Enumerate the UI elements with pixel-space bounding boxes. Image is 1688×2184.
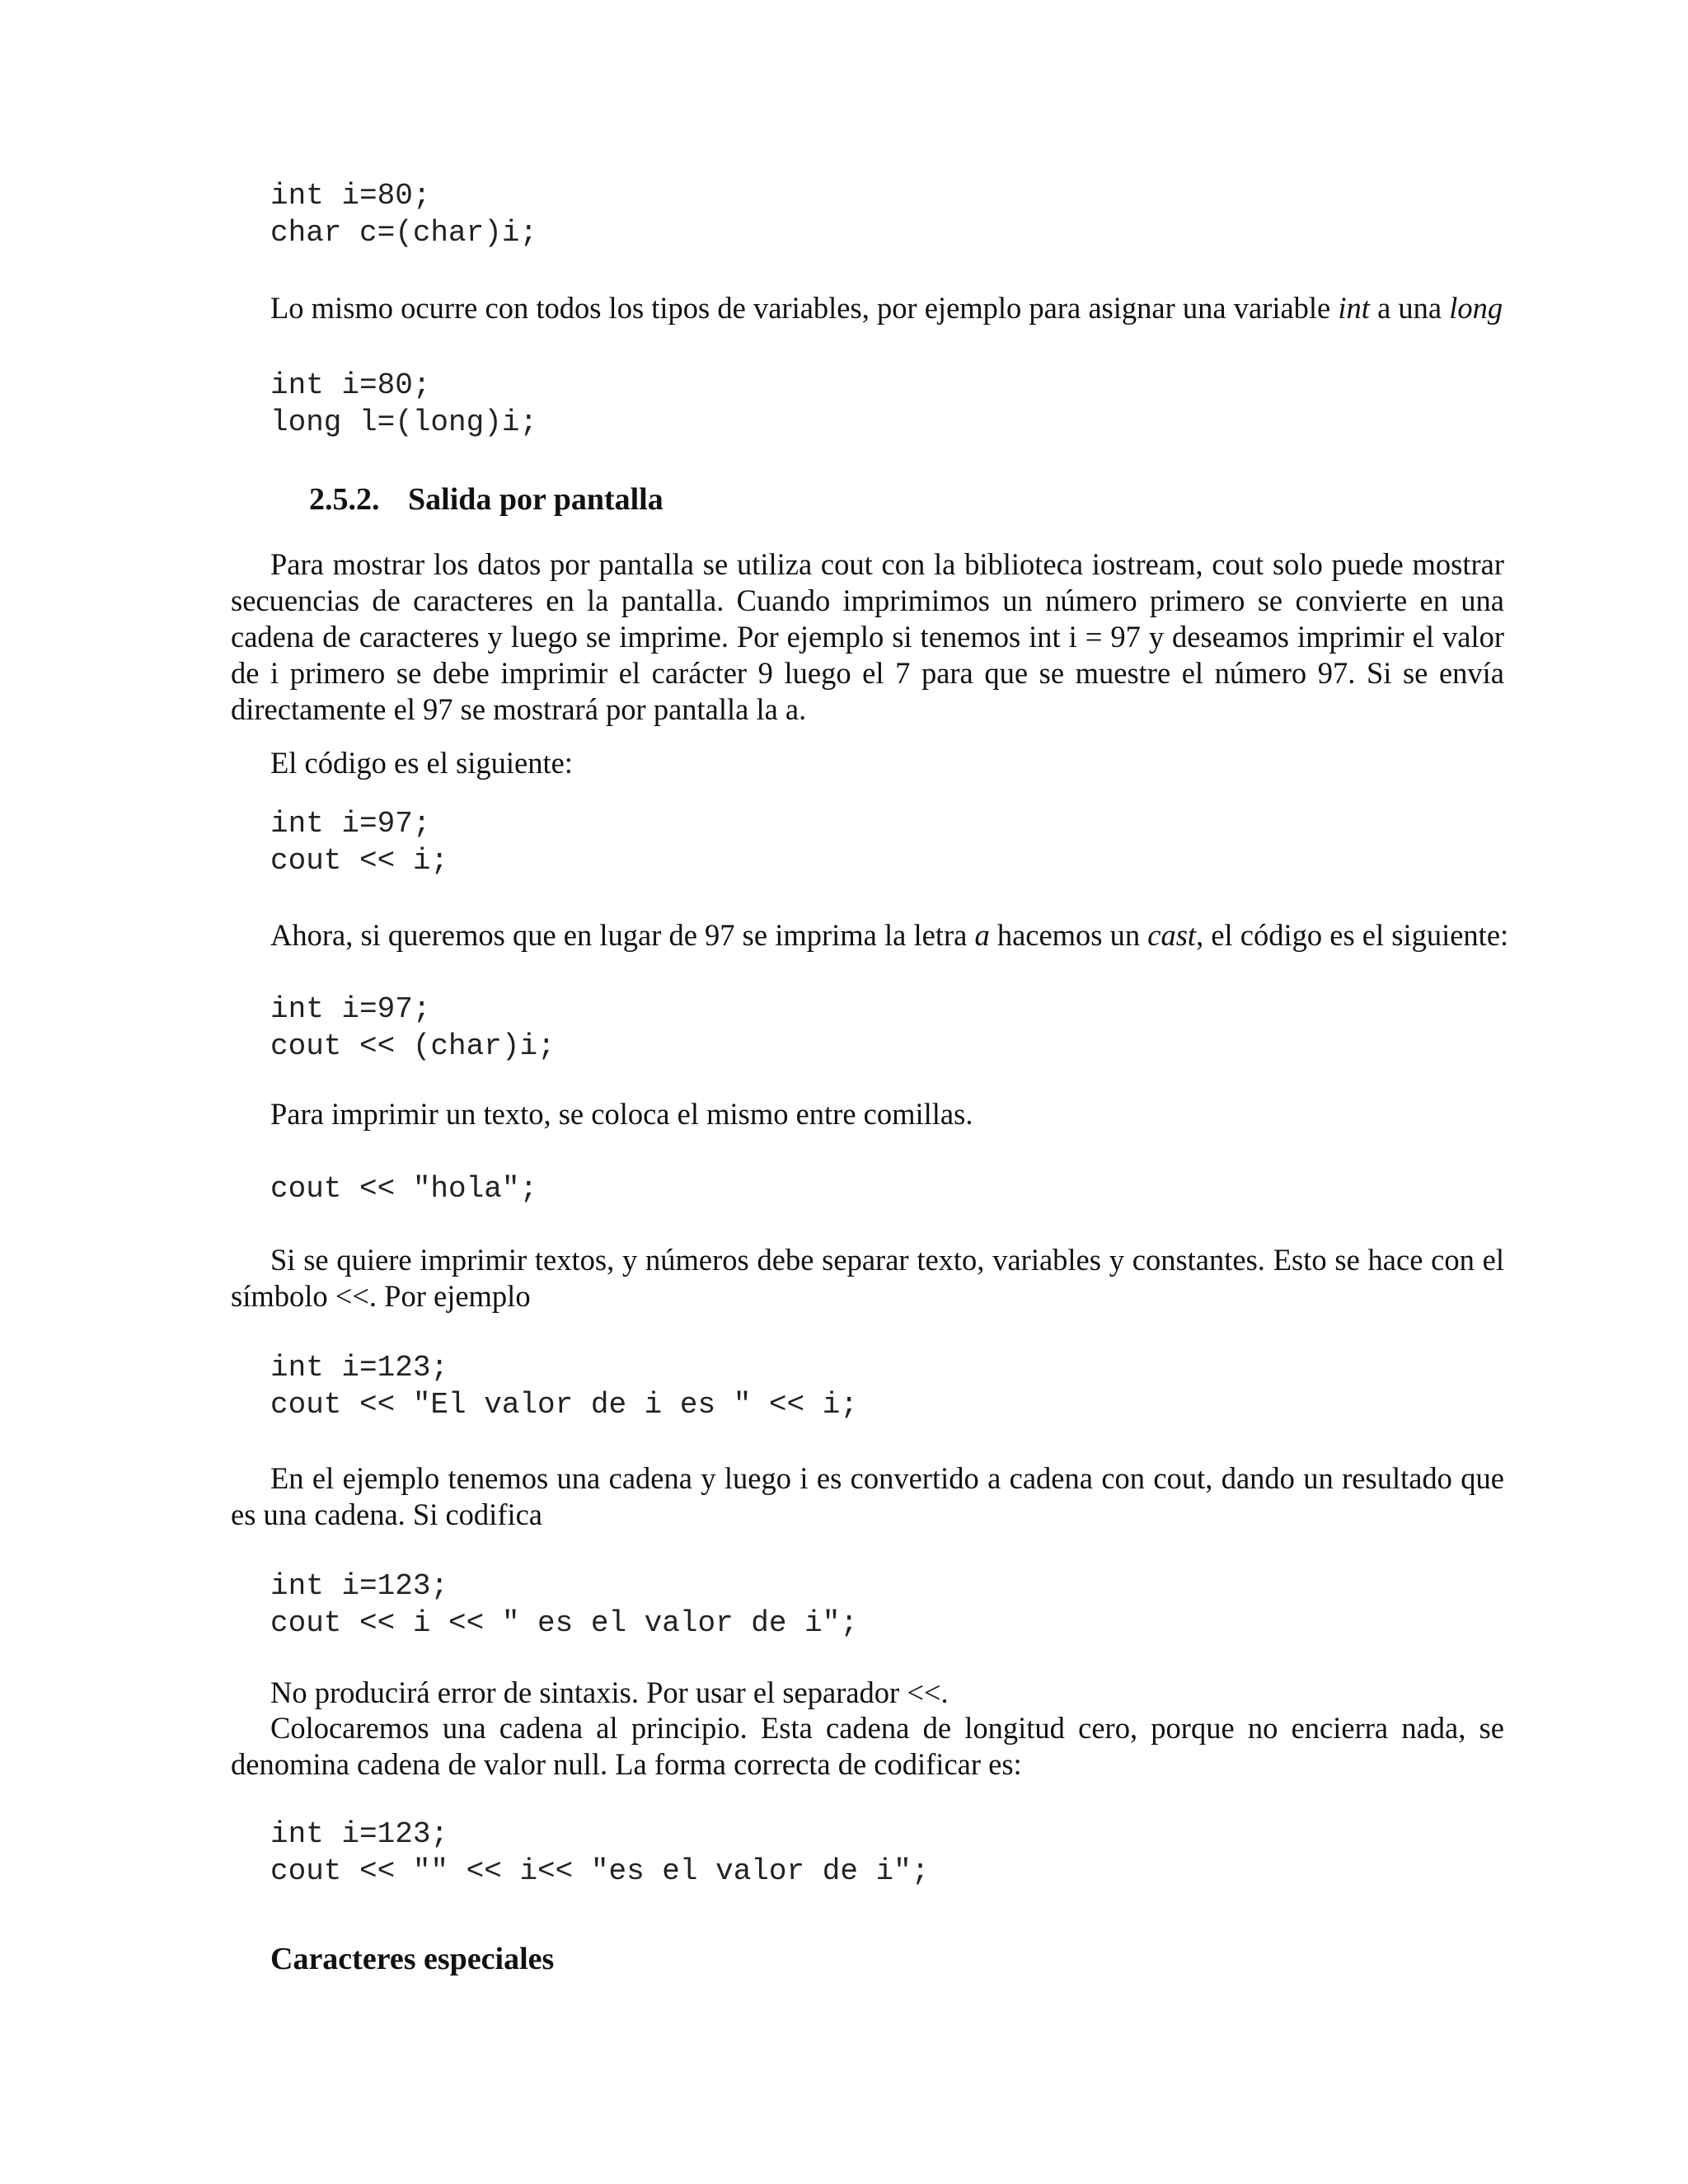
paragraph-cout-intro (231, 546, 1504, 728)
paragraph-text: En el ejemplo tenemos una cadena y luego i es convertido a cadena con cout, dando un resultado que es una cadena. Si codifica (231, 1461, 1504, 1531)
paragraph-cast-letter (270, 917, 1508, 954)
emphasis-long: long (1449, 291, 1503, 325)
paragraph-syntax-error: No producirá error de sintaxis. Por usar el separador <<. (270, 1675, 949, 1709)
section-heading (309, 480, 663, 518)
section-title: Salida por pantalla (408, 482, 663, 517)
code-block-char-cast: int i=80; char c=(char)i; (270, 179, 538, 250)
paragraph-text: Ahora, si queremos que en lugar de 97 se imprima la letra (270, 918, 975, 952)
section-number: 2.5.2. (309, 482, 380, 517)
paragraph-text: hacemos un (989, 918, 1148, 952)
subsection-heading: Caracteres especiales (270, 1942, 555, 1976)
emphasis-a: a (974, 918, 990, 952)
code-block-cout-char: int i=97; cout << (char)i; (270, 992, 556, 1063)
paragraph-cast-types (270, 290, 1503, 326)
paragraph-text: a una (1369, 291, 1450, 325)
code-block-long-cast: int i=80; long l=(long)i; (270, 368, 538, 439)
paragraph-null-string (231, 1710, 1504, 1783)
paragraph-code-follows: El código es el siguiente: (270, 746, 573, 780)
code-block-i-first: int i=123; cout << i << " es el valor de i"; (270, 1569, 858, 1640)
paragraph-text: , el código es el siguiente: (1196, 918, 1509, 952)
paragraph-separator (231, 1242, 1504, 1315)
emphasis-int: int (1338, 291, 1370, 325)
code-block-cout-hola: cout << "hola"; (270, 1172, 538, 1206)
paragraph-print-text: Para imprimir un texto, se coloca el mismo entre comillas. (270, 1097, 973, 1131)
paragraph-text: Para mostrar los datos por pantalla se utiliza cout con la biblioteca iostream, cout solo puede mostrar secuencias de caracteres en la pantalla. Cuando imprimimos un número primero se convierte en una cadena de caracteres y luego se imprime. Por ejemplo si tenemos int i = 97 y deseamos imprimir el valor de i primero se debe imprimir el carácter 9 luego el 7 para que se muestre el número 97. Si se envía directamente el 97 se mostrará por pantalla la a. (231, 547, 1504, 726)
paragraph-text: Si se quiere imprimir textos, y números debe separar texto, variables y constantes. Esto se hace con el símbolo <<. Por ejemplo (231, 1243, 1504, 1313)
code-block-correct-form: int i=123; cout << "" << i<< "es el valor de i"; (270, 1817, 930, 1888)
paragraph-text: Colocaremos una cadena al principio. Esta cadena de longitud cero, porque no encierra nada, se denomina cadena de valor null. La forma correcta de codificar es: (231, 1711, 1504, 1781)
paragraph-text: Lo mismo ocurre con todos los tipos de variables, por ejemplo para asignar una variable (270, 291, 1339, 325)
code-block-cout-int: int i=97; cout << i; (270, 807, 449, 878)
emphasis-cast: cast (1147, 918, 1197, 952)
paragraph-conversion (231, 1460, 1504, 1533)
code-block-value-of-i: int i=123; cout << "El valor de i es " << i; (270, 1351, 858, 1422)
